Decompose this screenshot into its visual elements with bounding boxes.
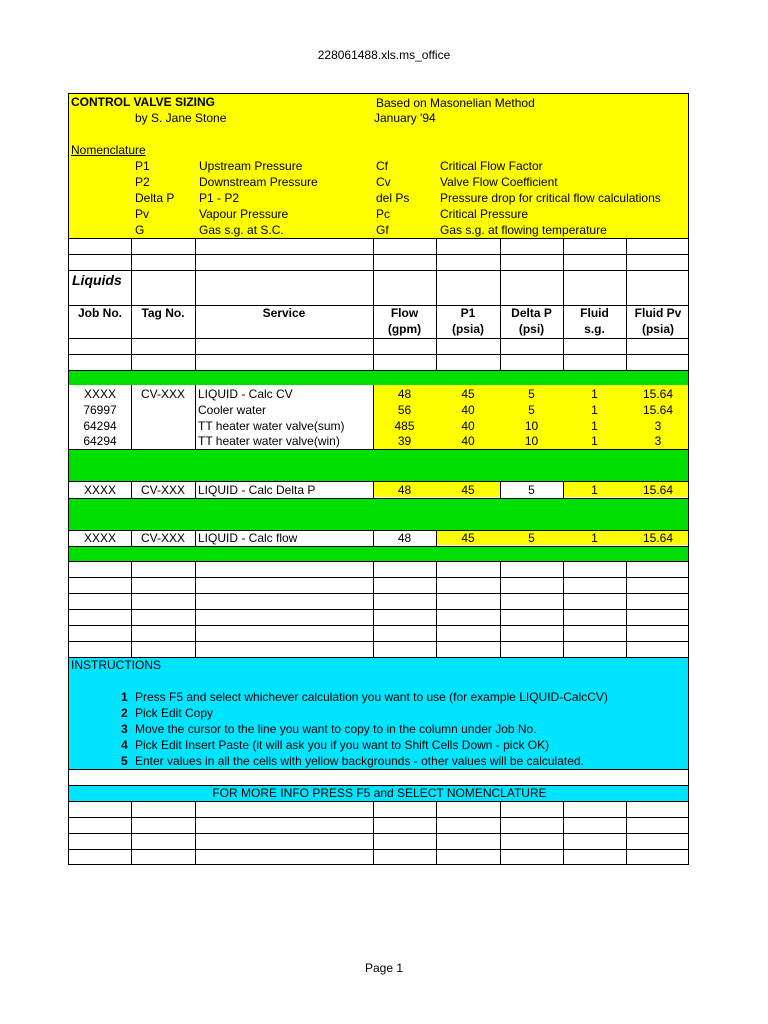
grid-line	[500, 801, 501, 865]
nomenclature-desc: Critical Pressure	[440, 207, 529, 221]
nomenclature-symbol: P2	[135, 175, 150, 189]
fluid-sg: 1	[591, 403, 598, 417]
step-number: 4	[121, 738, 128, 752]
nomenclature-desc: Gas s.g. at S.C.	[199, 223, 284, 237]
step-number: 2	[121, 706, 128, 720]
step-number: 1	[121, 690, 128, 704]
job-no: 64294	[83, 419, 117, 433]
grid-line	[69, 238, 688, 239]
job-no: 76997	[83, 403, 117, 417]
fluid-sg: 1	[591, 419, 598, 433]
column-header: Job No.	[78, 306, 122, 320]
step-text: Move the cursor to the line you want to copy to in the column under Job No.	[135, 722, 537, 736]
grid-line	[69, 641, 688, 642]
grid-line	[69, 801, 688, 802]
grid-line	[69, 625, 688, 626]
fluid-sg: 1	[591, 387, 598, 401]
grid-line	[69, 833, 688, 834]
delta-p: 5	[528, 403, 535, 417]
nomenclature-heading: Nomenclature	[71, 143, 146, 157]
grid-line	[69, 338, 688, 339]
fluid-pv: 3	[654, 419, 662, 433]
author: by S. Jane Stone	[135, 111, 227, 125]
step-number: 5	[121, 754, 128, 768]
grid-line	[436, 238, 437, 370]
nomenclature-desc: Upstream Pressure	[199, 159, 303, 173]
grid-line	[195, 481, 196, 498]
nomenclature-symbol: Cv	[376, 175, 391, 189]
service: Cooler water	[198, 403, 267, 417]
spreadsheet	[68, 93, 689, 865]
step-text: Pick Edit Copy	[135, 706, 214, 720]
grid-line	[69, 254, 688, 255]
instructions-heading: INSTRUCTIONS	[71, 658, 161, 672]
fluid-sg: 1	[591, 483, 598, 497]
grid-line	[626, 238, 627, 370]
step-text: Enter values in all the cells with yellow backgrounds - other values will be calculated.	[135, 754, 584, 768]
column-unit: s.g.	[584, 322, 605, 336]
grid-line	[69, 657, 688, 658]
method: Based on Masonelian Method	[376, 96, 535, 110]
tag-no	[131, 402, 195, 418]
grid-line	[195, 561, 196, 657]
column-header: Fluid	[580, 306, 609, 320]
service: TT heater water valve(win)	[198, 434, 340, 448]
p1: 45	[461, 387, 475, 401]
flow: 48	[397, 387, 412, 401]
grid-line	[69, 593, 688, 594]
grid-line	[69, 609, 688, 610]
p1: 40	[461, 434, 475, 448]
nomenclature-desc: Gas s.g. at flowing temperature	[440, 223, 607, 237]
tag-no	[131, 418, 195, 434]
fluid-sg: 1	[591, 531, 598, 545]
grid-line	[69, 817, 688, 818]
grid-line	[195, 238, 196, 370]
column-header: Tag No.	[141, 306, 185, 320]
step-number: 3	[121, 722, 128, 736]
grid-line	[131, 238, 132, 370]
grid-line	[373, 238, 374, 370]
job-no: XXXX	[83, 387, 116, 401]
grid-line	[563, 801, 564, 865]
p1: 45	[461, 531, 475, 545]
page-header: 228061488.xls.ms_office	[317, 48, 451, 62]
p1: 45	[461, 483, 475, 497]
grid-line	[373, 561, 374, 657]
nomenclature-desc: Pressure drop for critical flow calculations	[440, 191, 661, 205]
column-header: Flow	[390, 306, 419, 320]
column-unit: (psia)	[641, 322, 674, 336]
tag-no	[131, 433, 195, 449]
column-unit: (psi)	[518, 322, 545, 336]
grid-line	[69, 370, 688, 371]
fluid-pv: 15.64	[642, 403, 674, 417]
flow: 485	[394, 419, 415, 433]
grid-line	[69, 769, 688, 770]
grid-line	[500, 561, 501, 657]
nomenclature-symbol: Pv	[135, 207, 150, 221]
service: TT heater water valve(sum)	[198, 419, 345, 433]
nomenclature-desc: Downstream Pressure	[199, 175, 318, 189]
service: LIQUID - Calc flow	[198, 531, 298, 545]
more-info-note: FOR MORE INFO PRESS F5 and SELECT NOMENCLATURE	[212, 786, 547, 800]
nomenclature-symbol: P1	[135, 159, 150, 173]
job-no: XXXX	[83, 531, 116, 545]
delta-p: 10	[524, 434, 539, 448]
grid-line	[69, 498, 688, 499]
page-footer: Page 1	[364, 961, 404, 975]
p1: 40	[461, 419, 475, 433]
green-band	[69, 498, 688, 530]
delta-p: 5	[528, 531, 535, 545]
grid-line	[69, 546, 688, 547]
nomenclature-desc: P1 - P2	[199, 191, 240, 205]
green-band	[69, 449, 688, 481]
column-unit: (psia)	[451, 322, 484, 336]
nomenclature-symbol: Delta P	[135, 191, 175, 205]
fluid-pv: 3	[654, 434, 662, 448]
nomenclature-desc: Valve Flow Coefficient	[440, 175, 558, 189]
grid-line	[563, 561, 564, 657]
fluid-pv: 15.64	[642, 387, 674, 401]
delta-p: 10	[524, 419, 539, 433]
grid-line	[69, 270, 688, 271]
grid-line	[69, 561, 688, 562]
grid-line	[69, 449, 688, 450]
nomenclature-desc: Critical Flow Factor	[440, 159, 543, 173]
nomenclature-symbol: G	[135, 223, 145, 237]
green-band	[69, 370, 688, 385]
column-header: P1	[460, 306, 476, 320]
fluid-pv: 15.64	[642, 531, 674, 545]
green-band	[69, 546, 688, 561]
delta-p: 5	[528, 483, 535, 497]
flow: 48	[397, 483, 412, 497]
fluid-pv: 15.64	[642, 483, 674, 497]
grid-line	[626, 561, 627, 657]
grid-line	[563, 238, 564, 370]
column-unit: (gpm)	[387, 322, 422, 336]
tag-no: CV-XXX	[140, 387, 185, 401]
nomenclature-symbol: del Ps	[376, 191, 410, 205]
service: LIQUID - Calc CV	[198, 387, 293, 401]
job-no: 64294	[83, 434, 117, 448]
nomenclature-symbol: Gf	[376, 223, 389, 237]
grid-line	[436, 801, 437, 865]
grid-line	[131, 561, 132, 657]
fluid-sg: 1	[591, 434, 598, 448]
grid-line	[69, 354, 688, 355]
tag-no: CV-XXX	[140, 531, 185, 545]
grid-line	[195, 530, 196, 546]
p1: 40	[461, 403, 475, 417]
step-text: Press F5 and select whichever calculation you want to use (for example LIQUID-CalcCV)	[135, 690, 608, 704]
grid-line	[500, 238, 501, 370]
delta-p: 5	[528, 387, 535, 401]
sheet-title: CONTROL VALVE SIZING	[71, 95, 216, 109]
column-header: Fluid Pv	[634, 306, 682, 320]
grid-line	[69, 849, 688, 850]
column-header: Delta P	[511, 306, 552, 320]
job-no: XXXX	[83, 483, 116, 497]
grid-line	[69, 577, 688, 578]
grid-line	[195, 385, 196, 449]
flow: 48	[397, 531, 412, 545]
grid-line	[131, 801, 132, 865]
step-text: Pick Edit Insert Paste (it will ask you if you want to Shift Cells Down - pick OK)	[135, 738, 550, 752]
nomenclature-symbol: Pc	[376, 207, 391, 221]
service: LIQUID - Calc Delta P	[198, 483, 316, 497]
column-header: Service	[262, 306, 306, 320]
grid-line	[436, 561, 437, 657]
section-title: Liquids	[72, 272, 122, 288]
flow: 56	[397, 403, 412, 417]
flow: 39	[397, 434, 412, 448]
tag-no: CV-XXX	[140, 483, 185, 497]
nomenclature-symbol: Cf	[376, 159, 388, 173]
grid-line	[195, 801, 196, 865]
grid-line	[373, 801, 374, 865]
nomenclature-desc: Vapour Pressure	[199, 207, 289, 221]
date: January '94	[374, 111, 436, 125]
grid-line	[626, 801, 627, 865]
